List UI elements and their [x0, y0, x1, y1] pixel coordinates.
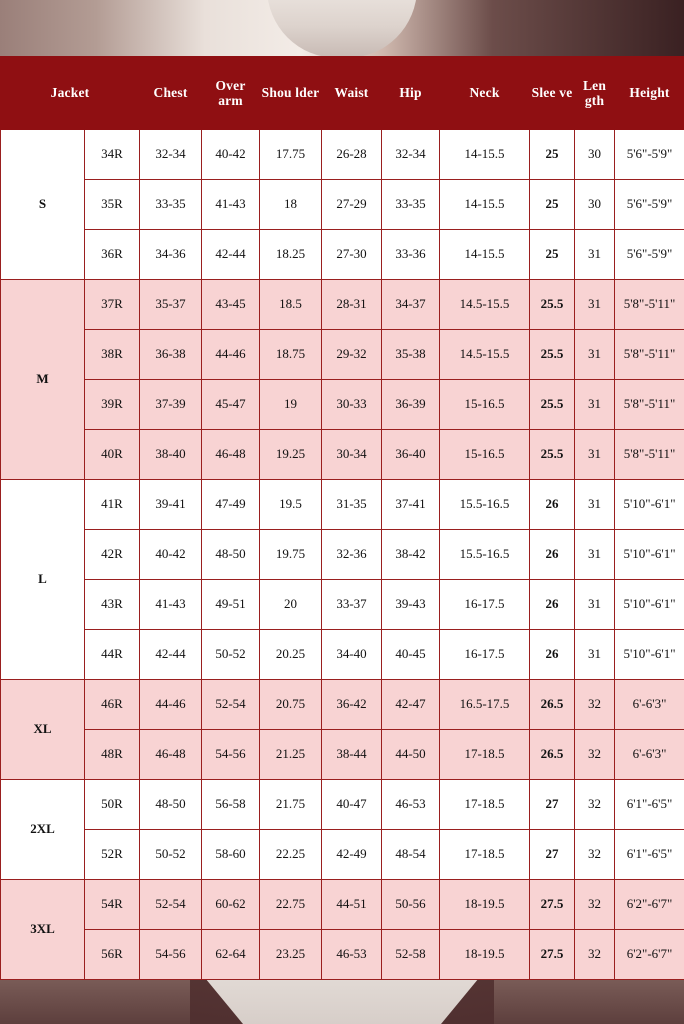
cell-length: 31 — [575, 530, 615, 580]
cell-waist: 42-49 — [322, 830, 382, 880]
cell-waist: 30-34 — [322, 430, 382, 480]
cell-overarm: 41-43 — [202, 180, 260, 230]
cell-neck: 14-15.5 — [440, 230, 530, 280]
table-row — [1, 680, 684, 730]
cell-hip: 34-37 — [382, 280, 440, 330]
table-row — [1, 630, 684, 680]
cell-neck: 17-18.5 — [440, 780, 530, 830]
cell-sleeve: 27 — [530, 830, 575, 880]
cell-neck: 15-16.5 — [440, 380, 530, 430]
cell-length: 32 — [575, 830, 615, 880]
cell-chest: 32-34 — [140, 130, 202, 180]
cell-waist: 28-31 — [322, 280, 382, 330]
cell-length: 32 — [575, 730, 615, 780]
cell-height: 6'2"-6'7" — [615, 930, 684, 980]
cell-jacket: 39R — [85, 380, 140, 430]
cell-shoulder: 22.25 — [260, 830, 322, 880]
cell-chest: 50-52 — [140, 830, 202, 880]
cell-jacket: 34R — [85, 130, 140, 180]
table-row — [1, 430, 684, 480]
column-header-waist: Waist — [322, 57, 382, 130]
cell-hip: 44-50 — [382, 730, 440, 780]
cell-height: 6'-6'3" — [615, 730, 684, 780]
cell-overarm: 54-56 — [202, 730, 260, 780]
cell-hip: 33-36 — [382, 230, 440, 280]
cell-length: 32 — [575, 880, 615, 930]
cell-hip: 33-35 — [382, 180, 440, 230]
cell-overarm: 48-50 — [202, 530, 260, 580]
table-row — [1, 530, 684, 580]
cell-neck: 17-18.5 — [440, 730, 530, 780]
size-group-label: L — [1, 480, 85, 680]
cell-chest: 48-50 — [140, 780, 202, 830]
column-header-height: Height — [615, 57, 684, 130]
cell-overarm: 52-54 — [202, 680, 260, 730]
cell-shoulder: 21.75 — [260, 780, 322, 830]
cell-length: 31 — [575, 280, 615, 330]
size-chart-container — [0, 56, 684, 980]
cell-overarm: 40-42 — [202, 130, 260, 180]
cell-height: 6'1"-6'5" — [615, 780, 684, 830]
cell-chest: 44-46 — [140, 680, 202, 730]
cell-overarm: 50-52 — [202, 630, 260, 680]
cell-height: 5'8"-5'11" — [615, 330, 684, 380]
cell-chest: 33-35 — [140, 180, 202, 230]
cell-length: 31 — [575, 580, 615, 630]
cell-neck: 15-16.5 — [440, 430, 530, 480]
cell-chest: 38-40 — [140, 430, 202, 480]
cell-overarm: 43-45 — [202, 280, 260, 330]
cell-length: 30 — [575, 130, 615, 180]
cell-overarm: 42-44 — [202, 230, 260, 280]
cell-sleeve: 25 — [530, 180, 575, 230]
cell-neck: 14.5-15.5 — [440, 330, 530, 380]
cell-height: 5'8"-5'11" — [615, 380, 684, 430]
cell-chest: 52-54 — [140, 880, 202, 930]
cell-sleeve: 25.5 — [530, 380, 575, 430]
cell-height: 5'6"-5'9" — [615, 130, 684, 180]
cell-jacket: 48R — [85, 730, 140, 780]
cell-length: 31 — [575, 480, 615, 530]
cell-waist: 38-44 — [322, 730, 382, 780]
cell-hip: 36-39 — [382, 380, 440, 430]
cell-jacket: 40R — [85, 430, 140, 480]
table-row — [1, 730, 684, 780]
table-row — [1, 830, 684, 880]
cell-height: 6'1"-6'5" — [615, 830, 684, 880]
cell-jacket: 41R — [85, 480, 140, 530]
cell-neck: 15.5-16.5 — [440, 530, 530, 580]
cell-waist: 27-29 — [322, 180, 382, 230]
cell-waist: 36-42 — [322, 680, 382, 730]
table-row — [1, 280, 684, 330]
cell-shoulder: 18.5 — [260, 280, 322, 330]
cell-sleeve: 25 — [530, 230, 575, 280]
cell-overarm: 56-58 — [202, 780, 260, 830]
cell-shoulder: 22.75 — [260, 880, 322, 930]
cell-overarm: 60-62 — [202, 880, 260, 930]
cell-length: 31 — [575, 230, 615, 280]
cell-hip: 32-34 — [382, 130, 440, 180]
cell-chest: 35-37 — [140, 280, 202, 330]
cell-height: 6'-6'3" — [615, 680, 684, 730]
table-row — [1, 230, 684, 280]
cell-neck: 18-19.5 — [440, 880, 530, 930]
cell-sleeve: 26.5 — [530, 680, 575, 730]
table-header — [1, 57, 684, 130]
cell-chest: 34-36 — [140, 230, 202, 280]
table-row — [1, 130, 684, 180]
cell-waist: 46-53 — [322, 930, 382, 980]
table-row — [1, 180, 684, 230]
cell-neck: 16.5-17.5 — [440, 680, 530, 730]
cell-chest: 42-44 — [140, 630, 202, 680]
cell-hip: 46-53 — [382, 780, 440, 830]
column-header-length: Len gth — [575, 57, 615, 130]
cell-jacket: 35R — [85, 180, 140, 230]
cell-overarm: 49-51 — [202, 580, 260, 630]
cell-shoulder: 19 — [260, 380, 322, 430]
cell-height: 5'6"-5'9" — [615, 230, 684, 280]
cell-length: 30 — [575, 180, 615, 230]
cell-hip: 50-56 — [382, 880, 440, 930]
size-group-label: S — [1, 130, 85, 280]
table-row — [1, 930, 684, 980]
cell-hip: 37-41 — [382, 480, 440, 530]
cell-sleeve: 25.5 — [530, 330, 575, 380]
cell-chest: 46-48 — [140, 730, 202, 780]
cell-height: 5'10"-6'1" — [615, 530, 684, 580]
cell-height: 5'8"-5'11" — [615, 280, 684, 330]
cell-sleeve: 26 — [530, 530, 575, 580]
cell-shoulder: 20 — [260, 580, 322, 630]
cell-chest: 41-43 — [140, 580, 202, 630]
cell-neck: 16-17.5 — [440, 630, 530, 680]
size-group-label: 2XL — [1, 780, 85, 880]
cell-waist: 27-30 — [322, 230, 382, 280]
cell-waist: 26-28 — [322, 130, 382, 180]
cell-shoulder: 17.75 — [260, 130, 322, 180]
size-group-label: 3XL — [1, 880, 85, 980]
cell-sleeve: 27.5 — [530, 880, 575, 930]
cell-neck: 17-18.5 — [440, 830, 530, 880]
cell-neck: 14-15.5 — [440, 180, 530, 230]
cell-overarm: 58-60 — [202, 830, 260, 880]
cell-waist: 44-51 — [322, 880, 382, 930]
cell-height: 5'6"-5'9" — [615, 180, 684, 230]
table-row — [1, 380, 684, 430]
table-row — [1, 330, 684, 380]
cell-jacket: 56R — [85, 930, 140, 980]
cell-neck: 14-15.5 — [440, 130, 530, 180]
cell-jacket: 36R — [85, 230, 140, 280]
cell-jacket: 50R — [85, 780, 140, 830]
cell-jacket: 52R — [85, 830, 140, 880]
cell-height: 5'10"-6'1" — [615, 580, 684, 630]
cell-sleeve: 26 — [530, 630, 575, 680]
column-header-neck: Neck — [440, 57, 530, 130]
cell-shoulder: 18 — [260, 180, 322, 230]
cell-overarm: 47-49 — [202, 480, 260, 530]
cell-overarm: 45-47 — [202, 380, 260, 430]
cell-hip: 39-43 — [382, 580, 440, 630]
header-row — [1, 57, 684, 130]
cell-length: 32 — [575, 930, 615, 980]
cell-hip: 40-45 — [382, 630, 440, 680]
cell-length: 31 — [575, 330, 615, 380]
cell-length: 32 — [575, 780, 615, 830]
column-header-shoulder: Shou lder — [260, 57, 322, 130]
cell-length: 31 — [575, 380, 615, 430]
cell-jacket: 37R — [85, 280, 140, 330]
cell-waist: 30-33 — [322, 380, 382, 430]
cell-hip: 35-38 — [382, 330, 440, 380]
cell-waist: 40-47 — [322, 780, 382, 830]
cell-shoulder: 19.5 — [260, 480, 322, 530]
cell-shoulder: 18.25 — [260, 230, 322, 280]
column-header-hip: Hip — [382, 57, 440, 130]
cell-chest: 37-39 — [140, 380, 202, 430]
size-group-label: XL — [1, 680, 85, 780]
cell-jacket: 54R — [85, 880, 140, 930]
cell-sleeve: 26.5 — [530, 730, 575, 780]
cell-waist: 33-37 — [322, 580, 382, 630]
cell-length: 31 — [575, 430, 615, 480]
cell-height: 5'10"-6'1" — [615, 630, 684, 680]
cell-waist: 32-36 — [322, 530, 382, 580]
column-header-chest: Chest — [140, 57, 202, 130]
column-header-over-arm: Over arm — [202, 57, 260, 130]
cell-shoulder: 19.25 — [260, 430, 322, 480]
cell-jacket: 46R — [85, 680, 140, 730]
cell-sleeve: 26 — [530, 580, 575, 630]
cell-hip: 52-58 — [382, 930, 440, 980]
cell-neck: 16-17.5 — [440, 580, 530, 630]
cell-neck: 14.5-15.5 — [440, 280, 530, 330]
cell-height: 5'10"-6'1" — [615, 480, 684, 530]
size-chart-table — [0, 56, 684, 980]
table-row — [1, 780, 684, 830]
cell-shoulder: 20.25 — [260, 630, 322, 680]
cell-chest: 39-41 — [140, 480, 202, 530]
cell-height: 5'8"-5'11" — [615, 430, 684, 480]
cell-neck: 18-19.5 — [440, 930, 530, 980]
table-body — [1, 130, 684, 980]
cell-shoulder: 21.25 — [260, 730, 322, 780]
cell-hip: 38-42 — [382, 530, 440, 580]
size-group-label: M — [1, 280, 85, 480]
cell-neck: 15.5-16.5 — [440, 480, 530, 530]
cell-chest: 54-56 — [140, 930, 202, 980]
cell-overarm: 44-46 — [202, 330, 260, 380]
cell-overarm: 62-64 — [202, 930, 260, 980]
cell-sleeve: 27.5 — [530, 930, 575, 980]
cell-sleeve: 25 — [530, 130, 575, 180]
cell-shoulder: 23.25 — [260, 930, 322, 980]
cell-hip: 36-40 — [382, 430, 440, 480]
table-row — [1, 480, 684, 530]
cell-sleeve: 25.5 — [530, 430, 575, 480]
cell-chest: 40-42 — [140, 530, 202, 580]
column-header-jacket: Jacket — [1, 57, 140, 130]
cell-height: 6'2"-6'7" — [615, 880, 684, 930]
cell-shoulder: 19.75 — [260, 530, 322, 580]
cell-jacket: 44R — [85, 630, 140, 680]
cell-sleeve: 25.5 — [530, 280, 575, 330]
cell-shoulder: 20.75 — [260, 680, 322, 730]
table-row — [1, 580, 684, 630]
cell-hip: 42-47 — [382, 680, 440, 730]
cell-length: 31 — [575, 630, 615, 680]
cell-waist: 34-40 — [322, 630, 382, 680]
table-row — [1, 880, 684, 930]
cell-hip: 48-54 — [382, 830, 440, 880]
cell-length: 32 — [575, 680, 615, 730]
cell-overarm: 46-48 — [202, 430, 260, 480]
cell-jacket: 43R — [85, 580, 140, 630]
cell-waist: 29-32 — [322, 330, 382, 380]
cell-jacket: 38R — [85, 330, 140, 380]
cell-shoulder: 18.75 — [260, 330, 322, 380]
column-header-sleeve: Slee ve — [530, 57, 575, 130]
cell-sleeve: 27 — [530, 780, 575, 830]
cell-sleeve: 26 — [530, 480, 575, 530]
cell-jacket: 42R — [85, 530, 140, 580]
cell-waist: 31-35 — [322, 480, 382, 530]
cell-chest: 36-38 — [140, 330, 202, 380]
